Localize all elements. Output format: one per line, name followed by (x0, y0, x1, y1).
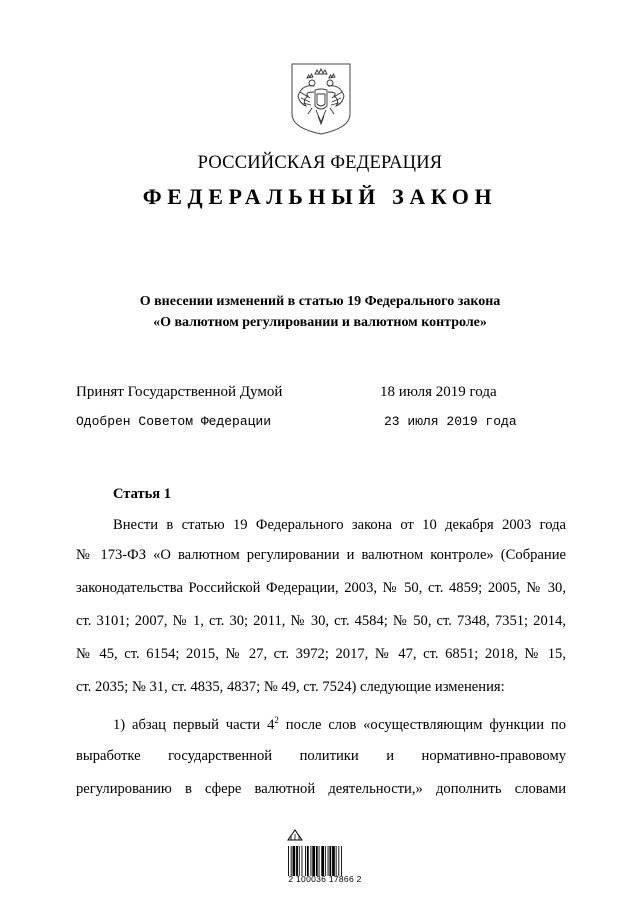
coat-of-arms-icon (288, 62, 354, 136)
barcode-bar (296, 846, 298, 876)
barcode-bar (288, 846, 289, 876)
country-name: РОССИЙСКАЯ ФЕДЕРАЦИЯ (197, 153, 443, 173)
body-line: Внести в статью 19 Федерального закона от 10 декабря 2003 года (113, 517, 566, 533)
barcode-bar (312, 846, 315, 876)
barcode-bar (302, 846, 303, 876)
document-title (0, 291, 640, 333)
barcode-bar (319, 846, 320, 876)
barcode-bar (325, 846, 326, 876)
body-line: законодательства Российской Федерации, 2003, № 50, ст. 4859; 2005, № 30, (76, 580, 566, 596)
barcode-bar (316, 846, 318, 876)
adoption-org: Одобрен Советом Федерации (76, 414, 272, 429)
article-heading: Статья 1 (113, 486, 171, 502)
adoption-date: 18 июля 2019 года (380, 384, 497, 400)
duma-logo-icon (286, 828, 304, 842)
barcode-bar (293, 846, 296, 876)
title-line-1: О внесении изменений в статью 19 Федерального закона (139, 294, 501, 309)
superscript: 2 (274, 715, 279, 725)
barcode-bar (291, 846, 292, 876)
barcode-bar (311, 846, 312, 876)
barcode-bar (328, 846, 329, 876)
barcode-number: 2 100036 17866 2 (288, 874, 362, 884)
barcode-bar (332, 846, 335, 876)
barcode-bars (288, 846, 362, 876)
body-line-part: после слов «осуществляющим функции по (278, 716, 567, 733)
barcode (270, 828, 380, 888)
body-line: № 45, ст. 6154; 2015, № 27, ст. 3972; 2017, № 47, ст. 6851; 2018, № 15, (76, 646, 566, 662)
barcode-bar (329, 846, 331, 876)
barcode-bar (307, 846, 309, 876)
barcode-bar (305, 846, 306, 876)
body-line: № 173-ФЗ «О валютном регулировании и валютном контроле» (Собрание (76, 547, 566, 563)
body-line: ст. 2035; № 31, ст. 4835, 4837; № 49, ст. 7524) следующие изменения: (76, 679, 505, 695)
barcode-bar (299, 846, 300, 876)
body-line: регулированию в сфере валютной деятельности,» дополнить словами (76, 781, 566, 797)
adoption-org: Принят Государственной Думой (76, 384, 283, 400)
barcode-bar (338, 846, 339, 876)
title-line-2: «О валютном регулировании и валютном контроле» (153, 315, 487, 330)
adoption-date: 23 июля 2019 года (384, 414, 517, 429)
body-line: выработке государственной политики и нормативно-правовому (76, 748, 566, 764)
barcode-bar (336, 846, 337, 876)
document-type: ФЕДЕРАЛЬНЫЙ ЗАКОН (142, 184, 498, 209)
body-line (113, 715, 566, 734)
barcode-bar (321, 846, 324, 876)
body-line-part: 1) абзац первый части 4 (113, 716, 275, 733)
barcode-bar (341, 846, 342, 876)
body-line: ст. 3101; 2007, № 1, ст. 30; 2011, № 30, ст. 4584; № 50, ст. 7348, 7351; 2014, (76, 613, 566, 629)
